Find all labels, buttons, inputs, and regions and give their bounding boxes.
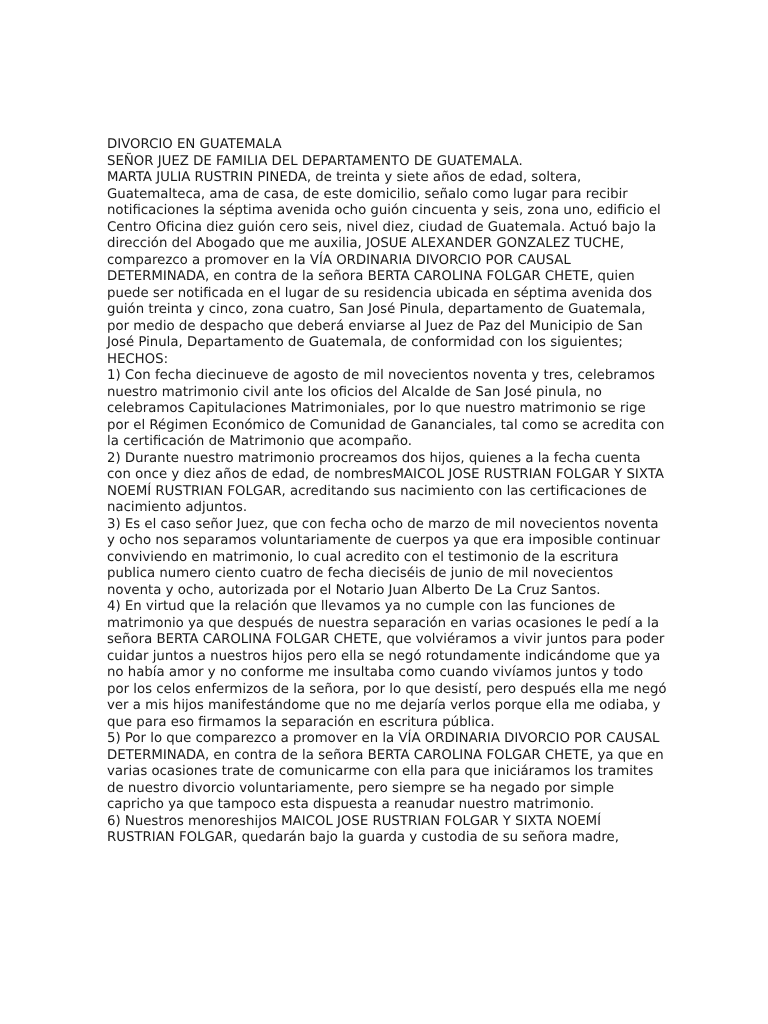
fact-2: 2) Durante nuestro matrimonio procreamos dos hijos, quienes a la fecha cuenta con once y diez años de edad, de nombresMAICOL JOSE RUSTRIAN FOLGAR Y SIXTA NOEMÍ RUSTRIAN FOLGAR, acreditando sus nacimiento con las certificaciones de nacimiento adjuntos. (107, 450, 664, 515)
fact-5: 5) Por lo que comparezco a promover en la VÍA ORDINARIA DIVORCIO POR CAUSAL DETERMINADA, en contra de la señora BERTA CAROLINA FOLGAR CHETE, ya que en varias ocasiones trate de comunicarme con ella para que iniciáramos los tramites de nuestro divorcio voluntariamente, pero siempre se ha negado por simple capricho ya que tampoco esta dispuesta a reanudar nuestro matrimonio. (107, 731, 664, 812)
fact-6: 6) Nuestros menoreshijos MAICOL JOSE RUSTRIAN FOLGAR Y SIXTA NOEMÍ RUSTRIAN FOLGAR, quedarán bajo la guarda y custodia de su señora madre, (107, 813, 619, 845)
addressee: SEÑOR JUEZ DE FAMILIA DEL DEPARTAMENTO DE GUATEMALA. (107, 153, 523, 169)
facts-heading: HECHOS: (107, 351, 169, 367)
fact-3: 3) Es el caso señor Juez, que con fecha ocho de marzo de mil novecientos noventa y ocho nos separamos voluntariamente de cuerpos ya que era imposible continuar conviviendo en matrimonio, lo cual acredito con el testimonio de la escritura publica numero ciento cuatro de fecha dieciséis de junio de mil novecientos noventa y ocho, autorizada por el Notario Juan Alberto De La Cruz Santos. (107, 516, 661, 598)
fact-1: 1) Con fecha diecinueve de agosto de mil novecientos noventa y tres, celebramos nuestro matrimonio civil ante los oficios del Alcalde de San José pinula, no celebramos Capitulaciones Matrimoniales, por lo que nuestro matrimonio se rige por el Régimen Económico de Comunidad de Gananciales, tal como se acredita con la certificación de Matrimonio que acompaño. (107, 368, 665, 449)
document-title: DIVORCIO EN GUATEMALA (107, 137, 282, 152)
fact-4: 4) En virtud que la relación que llevamos ya no cumple con las funciones de matrimonio ya que después de nuestra separación en varias ocasiones le pedí a la señora BERTA CAROLINA FOLGAR CHETE, que volviéramos a vivir juntos para poder cuidar juntos a nuestros hijos pero ella se negó rotundamente indicándome que ya no había amor y no conforme me insultaba como cuando vivíamos juntos y todo por los celos enfermizos de la señora, por lo que desistí, pero después ella me negó ver a mis hijos manifestándome que no me dejaría verlos porque ella me odiaba, y que para eso firmamos la separación en escritura pública. (107, 599, 667, 730)
intro-paragraph: MARTA JULIA RUSTRIN PINEDA, de treinta y siete años de edad, soltera, Guatemalteca, ama de casa, de este domicilio, señalo como lugar para recibir notificaciones la séptima avenida ocho guión cincuenta y seis, zona uno, edificio el Centro Oficina diez guión cero seis, nivel diez, ciudad de Guatemala. Actuó bajo la dirección del Abogado que me auxilia, JOSUE ALEXANDER GONZALEZ TUCHE, comparezco a promover en la VÍA ORDINARIA DIVORCIO POR CAUSAL DETERMINADA, en contra de la señora BERTA CAROLINA FOLGAR CHETE, quien puede ser notificada en el lugar de su residencia ubicada en séptima avenida dos guión treinta y cinco, zona cuatro, San José Pinula, departamento de Guatemala, por medio de despacho que deberá enviarse al Juez de Paz del Municipio de San José Pinula, Departamento de Guatemala, de conformidad con los siguientes; (107, 170, 661, 350)
document-page (107, 137, 667, 847)
